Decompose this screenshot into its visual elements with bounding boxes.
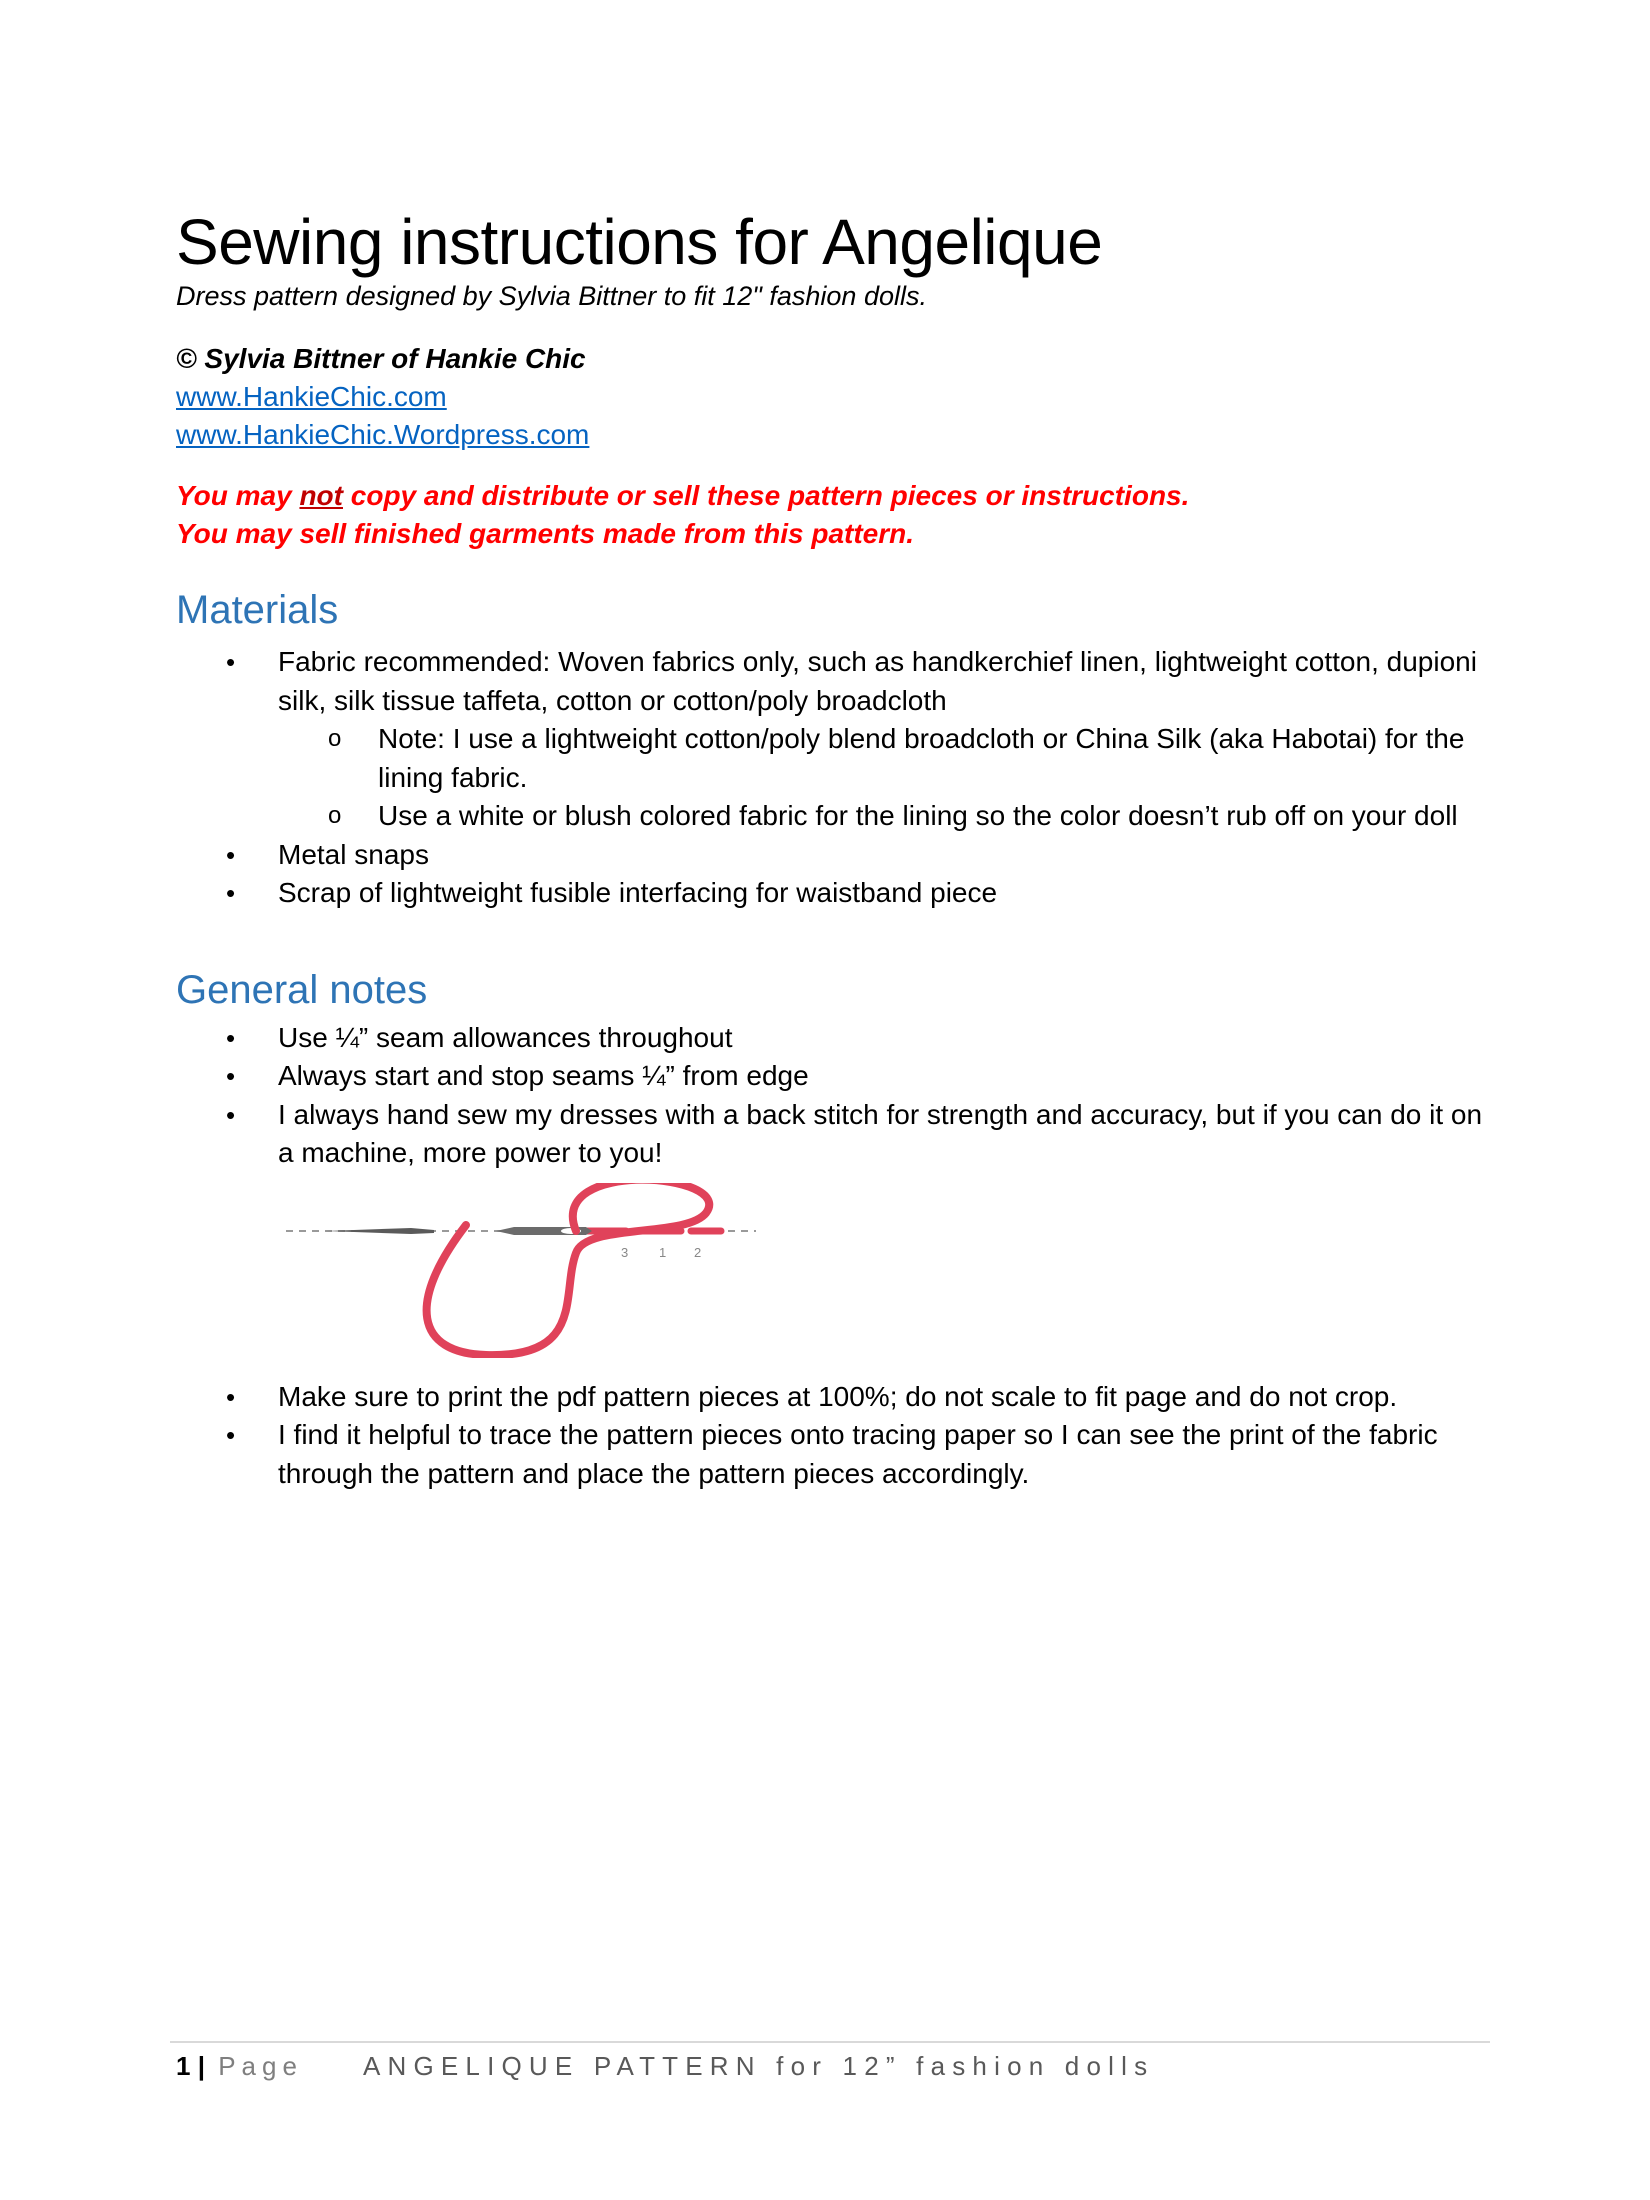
warning-line-1 (176, 477, 1496, 515)
list-item (176, 1019, 1496, 1058)
list-item (176, 643, 1496, 836)
copyright-warning (176, 477, 1496, 553)
page-footer (176, 2049, 1154, 2083)
thread-loop (427, 1183, 710, 1355)
page-number: 1 (176, 2051, 191, 2081)
list-item-text: Metal snaps (278, 838, 429, 870)
bullet-icon: • (226, 1099, 236, 1130)
footer-divider (170, 2041, 1490, 2043)
warning-line-1-start: You may (176, 480, 300, 511)
footer-title: ANGELIQUE PATTERN for 12” fashion dolls (362, 2051, 1155, 2081)
warning-not-emphasis: not (299, 480, 343, 511)
stitch-label: 2 (694, 1244, 702, 1260)
bullet-icon: • (226, 1022, 236, 1053)
general-notes-list (176, 1019, 1496, 1173)
page-content (176, 206, 1496, 1493)
stitch-label: 1 (659, 1244, 667, 1260)
back-stitch-svg (286, 1183, 756, 1358)
link-hankiechic[interactable]: www.HankieChic.com (176, 381, 447, 412)
list-item-text: Use ¼” seam allowances throughout (278, 1021, 733, 1053)
subtitle: Dress pattern designed by Sylvia Bittner to fit 12" fashion dolls. (176, 281, 927, 311)
warning-line-2: You may sell finished garments made from this pattern. (176, 518, 915, 549)
stitch-label: 3 (621, 1244, 629, 1260)
materials-sublist (278, 720, 1496, 836)
materials-heading: Materials (176, 588, 339, 632)
warning-line-1-end: copy and distribute or sell these pattern pieces or instructions. (342, 480, 1190, 511)
page-title: Sewing instructions for Angelique (176, 206, 1103, 278)
list-item-text: Always start and stop seams ¼” from edge (278, 1060, 809, 1091)
general-notes-heading: General notes (176, 967, 428, 1012)
materials-list (176, 643, 1496, 913)
link-hankiechic-wordpress[interactable]: www.HankieChic.Wordpress.com (176, 419, 590, 450)
list-item-text: I always hand sew my dresses with a back stitch for strength and accuracy, but if you can do it on a machine, more power to you! (278, 1098, 1483, 1168)
sub-list-item (278, 720, 1496, 797)
back-stitch-illustration (286, 1183, 756, 1358)
sub-list-item-text: Use a white or blush colored fabric for the lining so the color doesn’t rub off on your doll (378, 800, 1458, 831)
list-item (176, 1416, 1496, 1493)
bullet-icon: • (226, 878, 236, 908)
list-item-text: Fabric recommended: Woven fabrics only, such as handkerchief linen, lightweight cotton, dupioni silk, silk tissue taffeta, cotton or cotton/poly broadcloth (278, 646, 1477, 716)
list-item-text: I find it helpful to trace the pattern pieces onto tracing paper so I can see the print of the fabric through the pattern and place the pattern pieces accordingly. (278, 1419, 1438, 1489)
footer-separator: | (190, 2051, 213, 2081)
footer-page-word: Page (218, 2051, 303, 2081)
list-item (176, 874, 1496, 913)
bullet-icon: • (226, 1420, 236, 1450)
bullet-icon: • (226, 647, 236, 677)
list-item (176, 1096, 1496, 1173)
general-notes-list-continued (176, 1378, 1496, 1494)
list-item (176, 1378, 1496, 1417)
circle-bullet-icon: o (328, 802, 342, 829)
circle-bullet-icon: o (328, 725, 342, 752)
list-item (176, 1057, 1496, 1096)
list-item (176, 836, 1496, 875)
bullet-icon: • (226, 1061, 236, 1091)
sub-list-item-text: Note: I use a lightweight cotton/poly blend broadcloth or China Silk (aka Habotai) for the lining fabric. (378, 723, 1465, 793)
needle-left-icon (326, 1228, 434, 1234)
sub-list-item (278, 797, 1496, 836)
bullet-icon: • (226, 839, 236, 870)
list-item-text: Make sure to print the pdf pattern pieces at 100%; do not scale to fit page and do not crop. (278, 1380, 1398, 1412)
copyright-line: © Sylvia Bittner of Hankie Chic (176, 343, 586, 374)
bullet-icon: • (226, 1381, 236, 1412)
list-item-text: Scrap of lightweight fusible interfacing for waistband piece (278, 877, 998, 908)
